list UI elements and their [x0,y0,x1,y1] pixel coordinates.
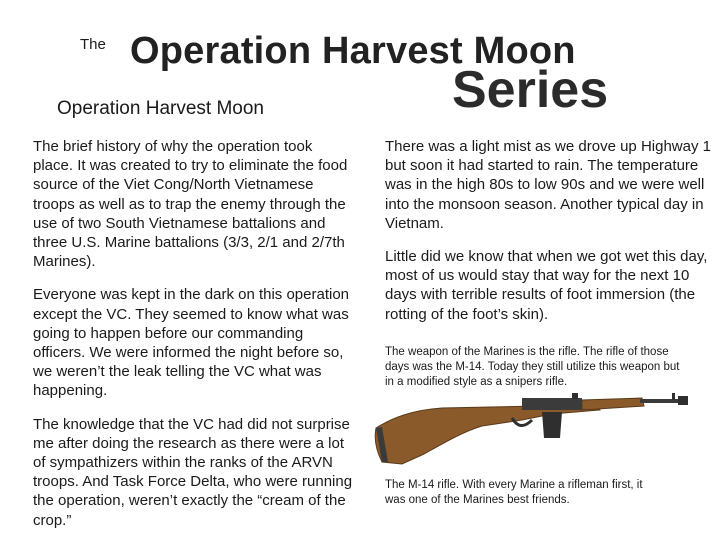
series-label: Series [452,61,609,119]
left-paragraph-1: The brief history of why the operation took place. It was created to try to eliminate the food source of the Viet Cong/North Vietnamese troops as well as to trap the enemy through the use of two South Vietnamese battalions and three U.S. Marine battalions (3/3, 2/1 and 2/7th Marines). [33,138,348,271]
page-title: Operation Harvest Moon [130,30,576,72]
left-column [33,137,353,530]
right-paragraph-2: Little did we know that when we got wet this day, most of us would stay that way for the next 10 days with terrible results of foot immersion (the rotting of the foot’s skin). [385,248,708,323]
page-subtitle: Operation Harvest Moon [57,98,264,119]
the-label: The [80,36,106,53]
rifle-caption: The weapon of the Marines is the rifle. The rifle of those days was the M-14. Today they still utilize this weapon but in a modified style as a snipers rifle. [385,346,680,388]
m14-rifle-icon [372,388,690,466]
right-column [385,137,720,324]
rifle-description: The M-14 rifle. With every Marine a rifleman first, it was one of the Marines best friends. [385,479,643,506]
left-paragraph-2: Everyone was kept in the dark on this operation except the VC. They seemed to know what was going to happen before our commanding officers. We were informed the night before so, we weren’t the leak telling the VC what was happening. [33,286,350,400]
right-paragraph-1: There was a light mist as we drove up Highway 1 but soon it had started to rain. The temperature was in the high 80s to low 90s and we were well into the monsoon season. Another typical day in Vietnam. [385,138,711,232]
left-paragraph-3: The knowledge that the VC had did not surprise me after doing the research as there were a lot of sympathizers within the ranks of the ARVN troops. And Task Force Delta, who were running the operation, weren’t exactly the “cream of the crop.” [33,415,353,529]
